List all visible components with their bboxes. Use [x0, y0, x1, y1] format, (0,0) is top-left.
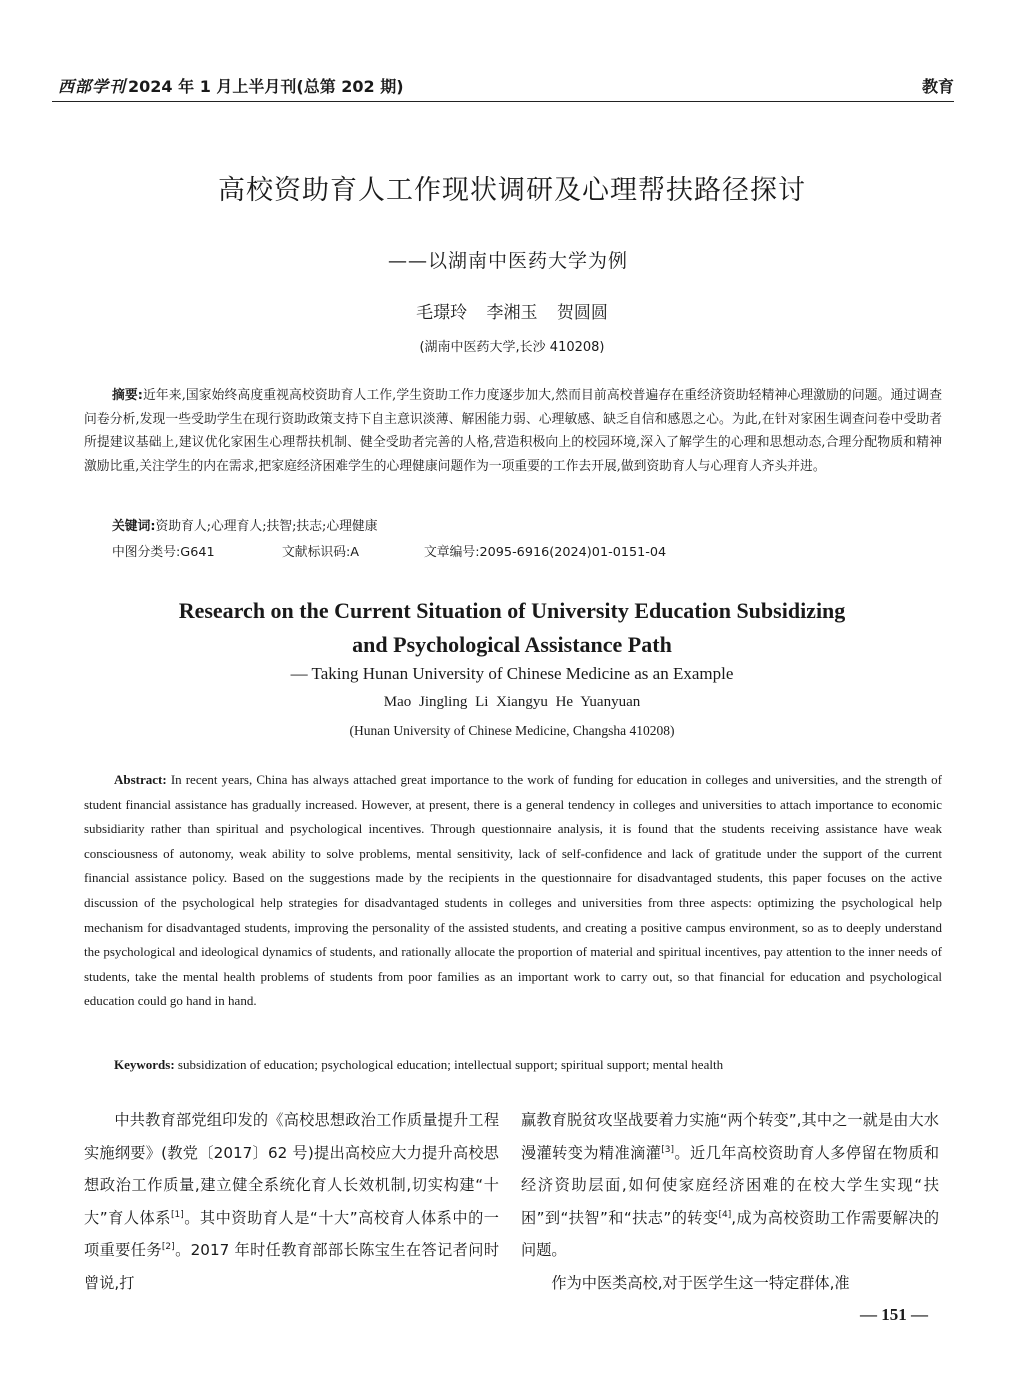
authors-en: Mao Jingling Li Xiangyu He Yuanyuan: [383, 694, 641, 710]
body-column-left: [84, 1104, 499, 1299]
title-en-line2: and Psychological Assistance Path: [352, 632, 672, 657]
citation-ref: [1]: [170, 1209, 184, 1220]
page-number: — 151 —: [860, 1305, 928, 1324]
running-header: [52, 72, 954, 102]
body-text: 。2017 年时任教育部部长陈宝生在答记者问时曾说,打: [84, 1241, 500, 1292]
body-text: 作为中医类高校,对于医学生这一特定群体,准: [551, 1273, 850, 1292]
title-en: [0, 594, 1024, 662]
abstract-en: [84, 768, 942, 1014]
article-number: 文章编号:2095-6916(2024)01-0151-04: [424, 545, 667, 560]
abstract-en-label: Abstract:: [114, 772, 167, 787]
section-name: 教育: [921, 77, 954, 96]
header-rule: [52, 101, 954, 102]
keywords-cn-text: 资助育人;心理育人;扶智;扶志;心理健康: [155, 519, 378, 534]
body-column-right: [521, 1104, 939, 1299]
body-text: 赢教育脱贫攻坚战要着力实施“两个转变”,其中之一就是由大水漫灌转变为精准滴灌: [521, 1111, 939, 1162]
body-text: 。近几年高校资助育人多停留在物质和经济资助层面,如何使家庭经济困难的在校大学生实现“扶困”到“扶智”和“扶志”的转变: [521, 1143, 940, 1227]
document-code: 文献标识码:A: [282, 545, 360, 560]
journal-logo: 西部学刊: [58, 77, 127, 96]
subtitle-cn: ——以湖南中医药大学为例: [388, 250, 629, 272]
keywords-en: [114, 1057, 723, 1073]
body-text: 中共教育部党组印发的《高校思想政治工作质量提升工程实施纲要》(教党〔2017〕62 号)提出高校应大力提升高校思想政治工作质量,建立健全系统化育人长效机制,切实构建“十大”育人体系: [84, 1111, 499, 1227]
subtitle-en: — Taking Hunan University of Chinese Medicine as an Example: [290, 664, 734, 683]
citation-ref: [4]: [718, 1209, 732, 1220]
clc-number: 中图分类号:G641: [112, 545, 215, 560]
body-paragraph: [84, 1104, 499, 1299]
title-cn: 高校资助育人工作现状调研及心理帮扶路径探讨: [218, 175, 806, 206]
affiliation-en: (Hunan University of Chinese Medicine, Changsha 410208): [349, 723, 675, 738]
abstract-cn-label: 摘要:: [112, 388, 143, 403]
keywords-cn: [112, 515, 378, 534]
authors-cn: 毛璟玲 李湘玉 贺圆圆: [416, 303, 608, 323]
keywords-cn-label: 关键词:: [112, 519, 156, 534]
keywords-en-label: Keywords:: [114, 1057, 175, 1072]
body-text: ,成为高校资助工作需要解决的问题。: [521, 1208, 940, 1259]
title-en-line1: Research on the Current Situation of University Education Subsidizing: [178, 598, 846, 623]
issue-info: 2024 年 1 月上半月刊(总第 202 期): [128, 77, 404, 96]
citation-ref: [3]: [661, 1144, 675, 1155]
abstract-cn: [84, 384, 942, 478]
citation-ref: [2]: [161, 1242, 175, 1252]
keywords-en-text: subsidization of education; psychological education; intellectual support; spiritual support; mental health: [177, 1057, 724, 1072]
affiliation-cn: (湖南中医药大学,长沙 410208): [419, 340, 605, 355]
body-paragraph: [521, 1104, 939, 1267]
body-paragraph: [521, 1267, 939, 1300]
abstract-cn-text: 近年来,国家始终高度重视高校资助育人工作,学生资助工作力度逐步加大,然而目前高校普遍存在重经济资助轻精神心理激励的问题。通过调查问卷分析,发现一些受助学生在现行资助政策支持下自主意识淡薄、解困能力弱、心理敏感、缺乏自信和感恩之心。为此,在针对家困生调查问卷中受助者所提建议基础上,建议优化家困生心理帮扶机制、健全受助者完善的人格,营造积极向上的校园环境,深入了解学生的心理和思想动态,合理分配物质和精神激励比重,关注学生的内在需求,把家庭经济困难学生的心理健康问题作为一项重要的工作去开展,做到资助育人与心理育人齐头并进。: [84, 388, 942, 474]
header-left: [58, 74, 404, 97]
body-text: 。其中资助育人是“十大”高校育人体系中的一项重要任务: [84, 1208, 499, 1259]
abstract-en-text: In recent years, China has always attached great importance to the work of funding for education in colleges and universities, and the strength of student financial assistance has gradually increased. However, at present, there is a general tendency in colleges and universities to attach importance to economic subsidiarity rather than spiritual and psychological incentives. Through questionnaire analysis, it is found that the students receiving assistance have weak consciousness of autonomy, weak ability to solve problems, mental sensitivity, lack of self-confidence and lack of gratitude under the support of the current financial assistance policy. Based on the suggestions made by the recipients in the questionnaire for disadvantaged students, this paper focuses on the active discussion of the psychological help strategies for disadvantaged students in colleges and universities from three aspects: optimizing the psychological help mechanism for disadvantaged students, improving the personality of the assisted students, and creating a positive campus environment, so as to deeply understand the psychological and ideological dynamics of students, and rationally allocate the proportion of material and spiritual incentives, pay attention to the inner needs of students, take the mental health problems of students from poor families as an important work to carry out, so that financial for education and psychological education could go hand in hand.: [84, 772, 942, 1009]
